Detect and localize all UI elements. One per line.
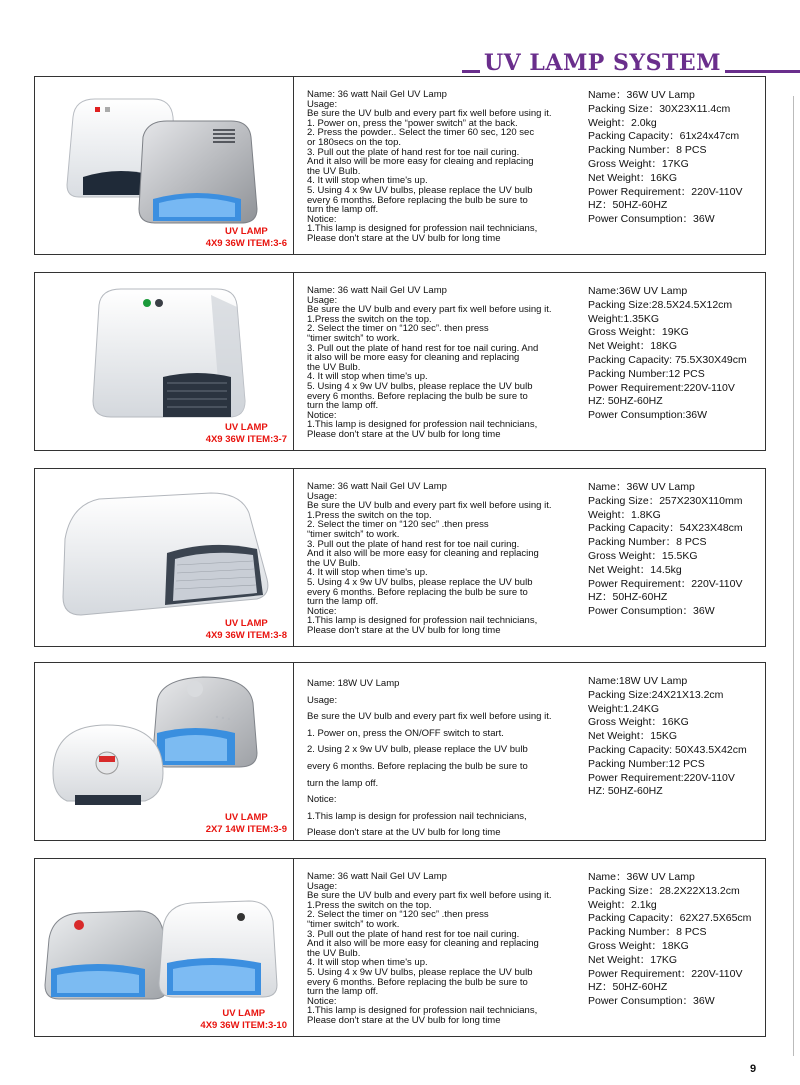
product-caption: UV LAMP 2X7 14W ITEM:3-9 — [205, 812, 287, 835]
usage-text: Name: 36 watt Nail Gel UV Lamp Usage: Be sure the UV bulb and every part fix well before using it. 1.Press the switch on the top. 2. Select the timer on “120 sec” .then press “timer switch” to work. 3. Pull out the plate of hand rest for toe nail curing. And it also will be more easy for cleaning and replacing the UV Bulb. 4. It will stop when time's up. 5. Using 4 x 9w UV bulbs, please replace the UV bulb every 6 months. Before replacing the bulb be sure to turn the lamp off. Notice: 1.This lamp is designed for profession nail technicians, Please don't stare at the UV bulb for long time — [307, 872, 552, 1026]
spec-list: Name:36W UV Lamp Packing Size:28.5X24.5X12cm Weight:1.35KG Gross Weight：19KG Net Weight：18KG Packing Capacity: 75.5X30X49cm Packing Number:12 PCS Power Requirement:220V-110V HZ: 50HZ-60HZ Power Consumption:36W — [588, 285, 747, 422]
column-divider — [293, 77, 294, 254]
product-photo — [35, 663, 293, 842]
column-divider — [293, 859, 294, 1036]
spec-list: Name:18W UV Lamp Packing Size:24X21X13.2cm Weight:1.24KG Gross Weight：16KG Net Weight：15KG Packing Capacity: 50X43.5X42cm Packing Number:12 PCS Power Requirement:220V-110V HZ: 50HZ-60HZ — [588, 675, 747, 798]
product-card-3-10 — [34, 858, 766, 1037]
spec-list: Name：36W UV Lamp Packing Size：30X23X11.4cm Weight：2.0kg Packing Capacity：61x24x47cm Packing Number：8 PCS Gross Weight：17KG Net Weight：16KG Power Requirement：220V-110V HZ：50HZ-60HZ Power Consumption：36W — [588, 89, 743, 226]
column-divider — [293, 469, 294, 646]
spec-list: Name：36W UV Lamp Packing Size：28.2X22X13.2cm Weight：2.1kg Packing Capacity：62X27.5X65cm Packing Number：8 PCS Gross Weight：18KG Net Weight：17KG Power Requirement：220V-110V HZ：50HZ-60HZ Power Consumption：36W — [588, 871, 752, 1008]
product-card-3-8 — [34, 468, 766, 647]
header — [462, 50, 800, 76]
product-photo — [35, 469, 293, 648]
product-photo — [35, 77, 293, 256]
product-caption: UV LAMP 4X9 36W ITEM:3-8 — [205, 618, 287, 641]
product-card-3-7 — [34, 272, 766, 451]
usage-text: Name: 36 watt Nail Gel UV Lamp Usage: Be sure the UV bulb and every part fix well before using it. 1.Press the switch on the top. 2. Select the timer on “120 sec” .then press “timer switch” to work. 3. Pull out the plate of hand rest for toe nail curing. And it also will be more easy for cleaning and replacing the UV Bulb. 4. It will stop when time's up. 5. Using 4 x 9w UV bulbs, please replace the UV bulb every 6 months. Before replacing the bulb be sure to turn the lamp off. Notice: 1.This lamp is designed for profession nail technicians, Please don't stare at the UV bulb for long time — [307, 482, 552, 636]
product-caption: UV LAMP 4X9 36W ITEM:3-7 — [205, 422, 287, 445]
usage-text: Name: 36 watt Nail Gel UV Lamp Usage: Be sure the UV bulb and every part fix well before using it. 1. Power on, press the “power switch” at the back. 2. Press the powder.. Select the timer 60 sec, 120 sec or 180secs on the top. 3. Pull out the plate of hand rest for toe nail curing. And it also will be more easy for cleaing and replacing the UV Bulb. 4. It will stop when time's up. 5. Using 4 x 9w UV bulbs, please replace the UV bulb every 6 months. Before replacing the bulb be sure to turn the lamp off. Notice: 1.This lamp is designed for profession nail technicians, Please don't stare at the UV bulb for long time — [307, 90, 552, 244]
column-divider — [293, 273, 294, 450]
column-divider — [293, 663, 294, 840]
product-photo — [35, 859, 293, 1038]
product-photo — [35, 273, 293, 452]
product-card-3-9 — [34, 662, 766, 841]
product-caption: UV LAMP 4X9 36W ITEM:3-6 — [205, 226, 287, 249]
spec-list: Name：36W UV Lamp Packing Size：257X230X110mm Weight：1.8KG Packing Capacity：54X23X48cm Packing Number：8 PCS Gross Weight：15.5KG Net Weight：14.5kg Power Requirement：220V-110V HZ：50HZ-60HZ Power Consumption：36W — [588, 481, 743, 618]
page-title: UV LAMP SYSTEM — [480, 50, 725, 76]
product-card-3-6 — [34, 76, 766, 255]
page-number: 9 — [750, 1063, 757, 1075]
margin-rule — [793, 96, 794, 1056]
usage-text: Name: 18W UV Lamp Usage: Be sure the UV bulb and every part fix well before using it. 1. Power on, press the ON/OFF switch to start. 2. Using 2 x 9w UV bulb, please replace the UV bulb every 6 months. Before replacing the bulb be sure to turn the lamp off. Notice: 1.This lamp is design for profession nail technicians, Please don't stare at the UV bulb for long time — [307, 678, 552, 839]
usage-text: Name: 36 watt Nail Gel UV Lamp Usage: Be sure the UV bulb and every part fix well before using it. 1.Press the switch on the top. 2. Select the timer on “120 sec”. then press “timer switch” to work. 3. Pull out the plate of hand rest for toe nail curing. And it also will be more easy for cleaning and replacing the UV Bulb. 4. It will stop when time's up. 5. Using 4 x 9w UV bulbs, please replace the UV bulb every 6 months. Before replacing the bulb be sure to turn the lamp off. Notice: 1.This lamp is designed for profession nail technicians, Please don't stare at the UV bulb for long time — [307, 286, 552, 440]
product-caption: UV LAMP 4X9 36W ITEM:3-10 — [200, 1008, 287, 1031]
